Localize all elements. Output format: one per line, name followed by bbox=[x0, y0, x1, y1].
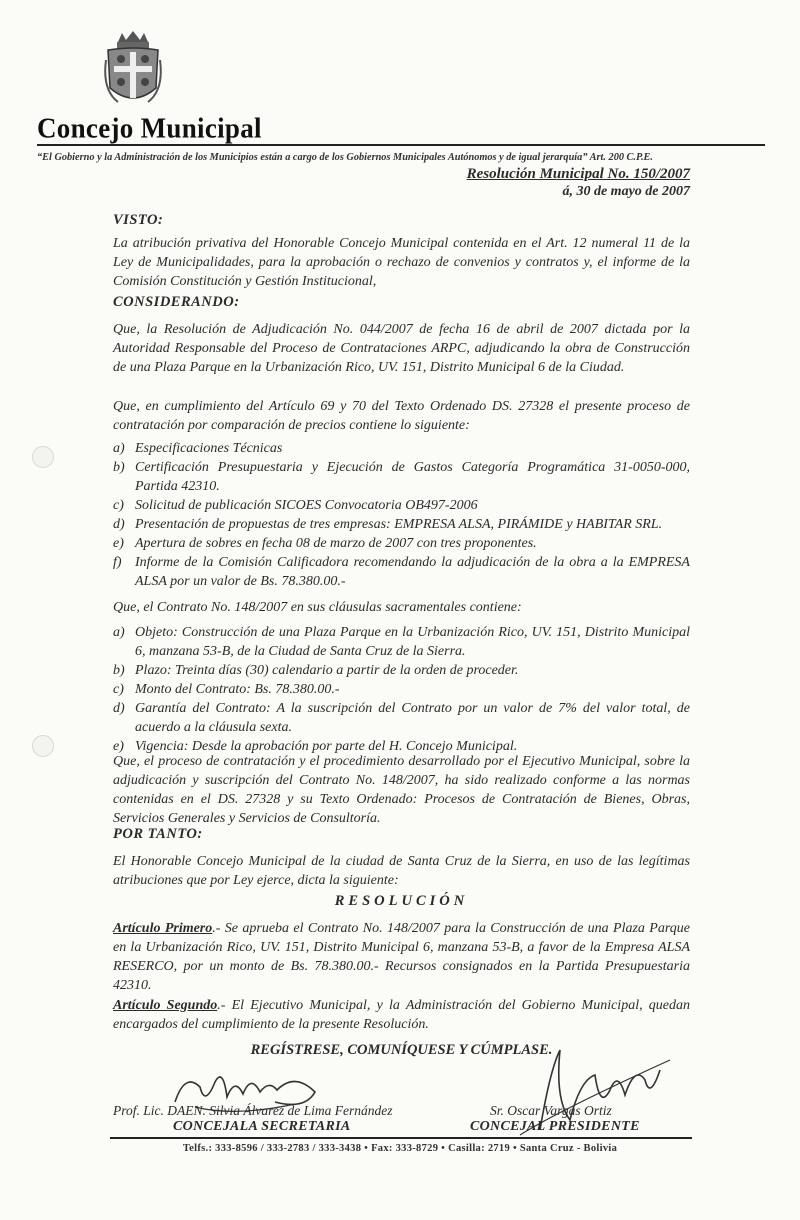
resolution-number: Resolución Municipal No. 150/2007 bbox=[466, 166, 690, 182]
left-signer-name: Prof. Lic. DAEN. Silvia Álvarez de Lima Fernández bbox=[113, 1103, 393, 1118]
portanto-heading: POR TANTO: bbox=[113, 826, 203, 842]
left-signer-title: CONCEJALA SECRETARIA bbox=[173, 1119, 351, 1134]
resolucion-heading: RESOLUCIÓN bbox=[334, 893, 469, 909]
considerando-heading: CONSIDERANDO: bbox=[113, 294, 240, 310]
article-second-text: .- El Ejecutivo Municipal, y la Administración del Gobierno Municipal, quedan encargados del cumplimiento de la presente Resolución. bbox=[113, 998, 690, 1032]
right-signer-name: Sr. Oscar Vargas Ortiz bbox=[490, 1103, 612, 1118]
article-second bbox=[113, 996, 690, 1034]
considerando-paragraph-2: Que, en cumplimiento del Artículo 69 y 70 del Texto Ordenado DS. 27328 el presente proceso de contratación por comparación de precios contiene lo siguiente: bbox=[113, 399, 690, 433]
closing-formula: REGÍSTRESE, COMUNÍQUESE Y CÚMPLASE. bbox=[250, 1042, 553, 1058]
visto-heading: VISTO: bbox=[113, 212, 164, 228]
coat-of-arms-logo bbox=[104, 30, 162, 112]
punch-hole bbox=[32, 446, 54, 468]
article-first-label: Artículo Primero bbox=[113, 921, 213, 936]
visto-text: La atribución privativa del Honorable Concejo Municipal contenida en el Art. 12 numeral 11 de la Ley de Municipalidades, para la aprobación o rechazo de convenios y contratos y, el informe de la Comisión Constitución y Gestión Institucional, bbox=[113, 236, 690, 289]
list-item: b) Certificación Presupuestaria y Ejecución de Gastos Categoría Programática 31-0050-000, Partida 42310. bbox=[113, 460, 690, 494]
footer-rule bbox=[110, 1137, 692, 1139]
list-item: d) Presentación de propuestas de tres empresas: EMPRESA ALSA, PIRÁMIDE y HABITAR SRL. bbox=[113, 517, 663, 532]
punch-hole bbox=[32, 735, 54, 757]
considerando-paragraph-4: Que, el proceso de contratación y el procedimiento desarrollado por el Ejecutivo Municipal, sobre la adjudicación y suscripción del Contrato No. 148/2007, ha sido realizado conforme a las normas contenidas en el DS. 27328 y su Texto Ordenado: Procesos de Contratación de Bienes, Obras, Servicios Generales y Servicios de Consultoría. bbox=[113, 754, 690, 826]
requirements-list bbox=[113, 439, 690, 591]
list-item: f) Informe de la Comisión Calificadora recomendando la adjudicación de la obra a la EMPRESA ALSA por un valor de Bs. 78.380.00.- bbox=[113, 555, 690, 589]
considerando-paragraph-3: Que, el Contrato No. 148/2007 en sus cláusulas sacramentales contiene: bbox=[113, 600, 522, 615]
list-item: a) Objeto: Construcción de una Plaza Parque en la Urbanización Rico, UV. 151, Distrito Municipal 6, manzana 53-B, de la Ciudad de Santa Cruz de la Sierra. bbox=[113, 625, 690, 659]
article-second-label: Artículo Segundo bbox=[113, 998, 218, 1013]
considerando-paragraph-1: Que, la Resolución de Adjudicación No. 044/2007 de fecha 16 de abril de 2007 dictada por la Autoridad Responsable del Proceso de Contrataciones ARPC, adjudicando la obra de Construcción de una Plaza Parque en la Urbanización Rico, UV. 151, Distrito Municipal 6 de la Ciudad. bbox=[113, 322, 690, 375]
list-item: e) Apertura de sobres en fecha 08 de marzo de 2007 con tres proponentes. bbox=[113, 536, 537, 551]
portanto-text: El Honorable Concejo Municipal de la ciudad de Santa Cruz de la Sierra, en uso de las legítimas atribuciones que por Ley ejerce, dicta la siguiente: bbox=[113, 854, 690, 888]
list-item: c) Solicitud de publicación SICOES Convocatoria OB497-2006 bbox=[113, 498, 478, 513]
footer-contact: Telfs.: 333-8596 / 333-2783 / 333-3438 • Fax: 333-8729 • Casilla: 2719 • Santa Cruz - Bolivia bbox=[182, 1143, 618, 1154]
list-item: e) Vigencia: Desde la aprobación por parte del H. Concejo Municipal. bbox=[113, 739, 518, 754]
resolution-date: á, 30 de mayo de 2007 bbox=[562, 184, 690, 199]
list-item: c) Monto del Contrato: Bs. 78.380.00.- bbox=[113, 682, 340, 697]
article-first bbox=[113, 919, 690, 995]
article-first-text: .- Se aprueba el Contrato No. 148/2007 para la Construcción de una Plaza Parque en la Urbanización Rico, UV. 151, Distrito Municipal 6, manzana 53-B, a favor de la Empresa ALSA RESERCO, por un monto de Bs. 78.380.00.- Recursos consignados en la Partida Presupuestaria 42310. bbox=[113, 921, 690, 993]
right-signer-title: CONCEJAL PRESIDENTE bbox=[470, 1119, 640, 1134]
list-item: b) Plazo: Treinta días (30) calendario a partir de la orden de proceder. bbox=[113, 663, 519, 678]
list-item: a) Especificaciones Técnicas bbox=[113, 441, 283, 456]
list-item: d) Garantía del Contrato: A la suscripción del Contrato por un valor de 7% del valor total, de acuerdo a la cláusula sexta. bbox=[113, 701, 690, 735]
header-rule bbox=[37, 144, 765, 146]
header-motto: “El Gobierno y la Administración de los Municipios están a cargo de los Gobiernos Municipales Autónomos y de igual jerarquía” Art. 200 C.P.E. bbox=[37, 152, 653, 163]
contract-clauses-list bbox=[113, 623, 690, 756]
council-title: Concejo Municipal bbox=[37, 112, 262, 144]
